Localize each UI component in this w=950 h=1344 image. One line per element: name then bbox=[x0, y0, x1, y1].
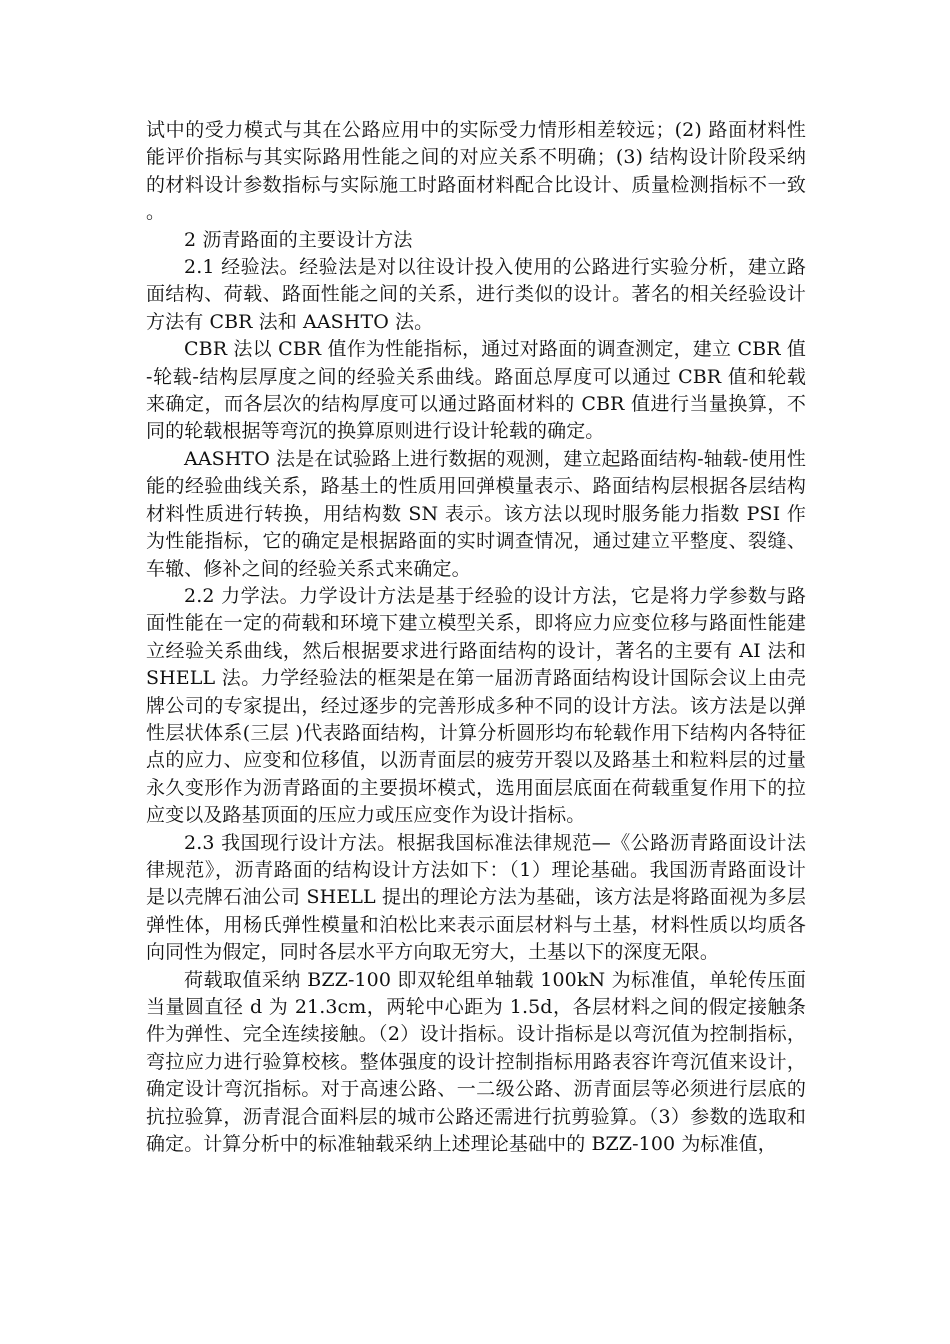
paragraph-continuation: 试中的受力模式与其在公路应用中的实际受力情形相差较远；(2) 路面材料性能评价指标与其实际路用性能之间的对应关系不明确；(3) 结构设计阶段采纳的材料设计参数指标与实际施工时路面材料配合比设计、质量检测指标不一致。 bbox=[146, 119, 806, 224]
paragraph-empirical-method: 2.1 经验法。经验法是对以往设计投入使用的公路进行实验分析，建立路面结构、荷载、路面性能之间的关系，进行类似的设计。著名的相关经验设计方法有 CBR 法和 AASHTO 法。 bbox=[146, 256, 806, 333]
section-heading-2: 2 沥青路面的主要设计方法 bbox=[184, 228, 413, 251]
paragraph-current-method: 2.3 我国现行设计方法。根据我国标准法律规范—《公路沥青路面设计法律规范》，沥青路面的结构设计方法如下：（1）理论基础。我国沥青路面设计是以壳牌石油公司 SHELL 提出的理论方法为基础，该方法是将路面视为多层弹性体，用杨氏弹性模量和泊松比来表示面层材料与土基，材料性质以均质各向同性为假定，同时各层水平方向取无穷大，土基以下的深度无限。 bbox=[146, 831, 806, 964]
paragraph-load-values: 荷载取值采纳 BZZ-100 即双轮组单轴载 100kN 为标准值，单轮传压面当量圆直径 d 为 21.3cm，两轮中心距为 1.5d，各层材料之间的假定接触条件为弹性、完全连续接触。（2）设计指标。设计指标是以弯沉值为控制指标，弯拉应力进行验算校核。整体强度的设计控制指标用路表容许弯沉值来设计，确定设计弯沉指标。对于高速公路、一二级公路、沥青面层等必须进行层底的抗拉验算，沥青混合面料层的城市公路还需进行抗剪验算。（3）参数的选取和确定。计算分析中的标准轴载采纳上述理论基础中的 BZZ-100 为标准值， bbox=[146, 968, 806, 1156]
paragraph-cbr-method: CBR 法以 CBR 值作为性能指标，通过对路面的调查测定，建立 CBR 值-轮载-结构层厚度之间的经验关系曲线。路面总厚度可以通过 CBR 值和轮载来确定，而各层次的结构厚度可以通过路面材料的 CBR 值进行当量换算，不同的轮载根据等弯沉的换算原则进行设计轮载的确定。 bbox=[146, 338, 806, 443]
paragraph-mechanics-method: 2.2 力学法。力学设计方法是基于经验的设计方法，它是将力学参数与路面性能在一定的荷载和环境下建立模型关系，即将应力应变位移与路面性能建立经验关系曲线，然后根据要求进行路面结构的设计，著名的主要有 AI 法和 SHELL 法。力学经验法的框架是在第一届沥青路面结构设计国际会议上由壳牌公司的专家提出，经过逐步的完善形成多种不同的设计方法。该方法是以弹性层状体系(三层 )代表路面结构，计算分析圆形均布轮载作用下结构内各特征点的应力、应变和位移值，以沥青面层的疲劳开裂以及路基土和粒料层的过量永久变形作为沥青路面的主要损坏模式，选用面层底面在荷载重复作用下的拉应变以及路基顶面的压应力或压应变作为设计指标。 bbox=[146, 584, 806, 827]
document-body bbox=[146, 117, 806, 1158]
paragraph-aashto-method: AASHTO 法是在试验路上进行数据的观测，建立起路面结构-轴载-使用性能的经验曲线关系，路基土的性质用回弹模量表示、路面结构层根据各层结构材料性质进行转换，用结构数 SN 表示。该方法以现时服务能力指数 PSI 作为性能指标，它的确定是根据路面的实时调查情况，通过建立平整度、裂缝、车辙、修补之间的经验关系式来确定。 bbox=[146, 447, 806, 580]
